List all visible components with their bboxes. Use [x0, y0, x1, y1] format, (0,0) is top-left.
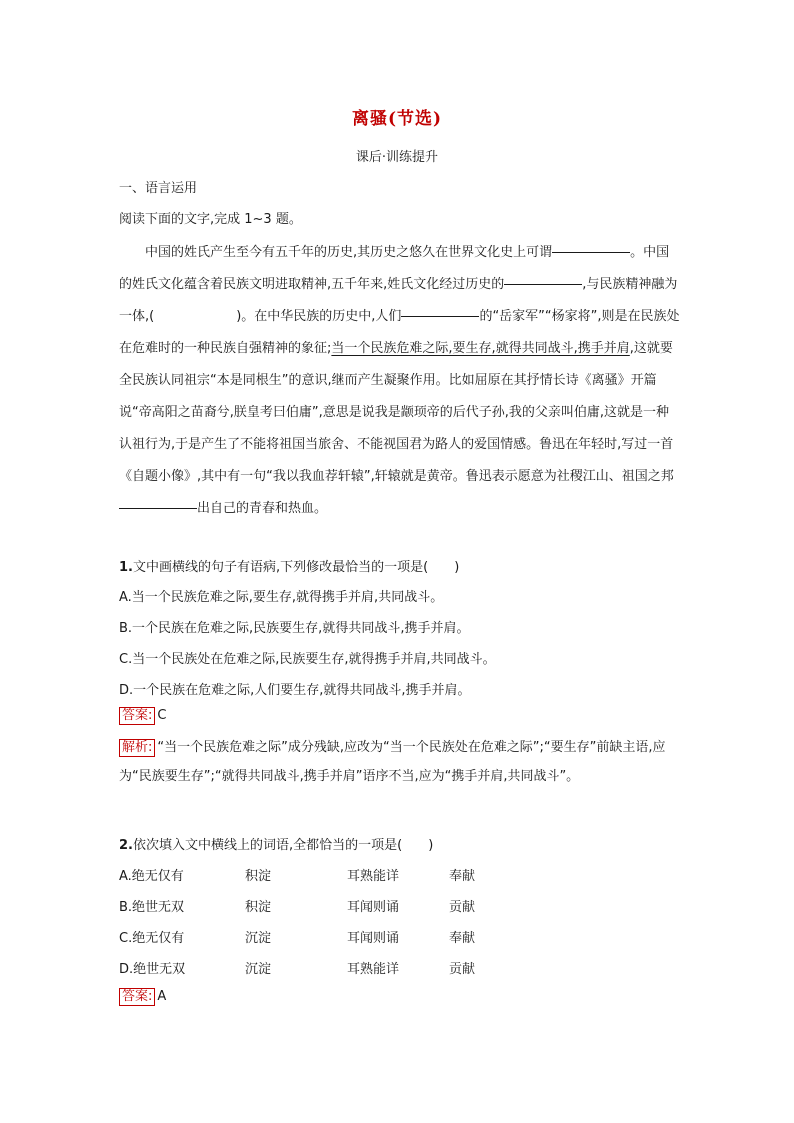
answer-line-1: [119, 707, 166, 725]
fill-blank-2: [504, 283, 582, 285]
option-cell: 奉献: [449, 931, 476, 946]
page-subtitle: 课后·训练提升: [355, 150, 439, 165]
option-d: D.一个民族在危难之际,人们要生存,就得共同战斗,携手并肩。: [119, 683, 471, 698]
passage-text: ,这就要全民族认同祖宗“本是同根生”的意识,继而产生凝聚作用。比如屈原在其抒情长诗《离骚》开篇说“帝高阳之苗裔兮,朕皇考曰伯庸”,意思是说我是颛顼帝的后代子孙,我的父亲叫伯庸,这就是一种认祖行为,于是产生了不能将祖国当旅舍、不能视国君为路人的爱国情感。鲁迅在年轻时,写过一首《自题小像》,其中有一句“我以我血荐轩辕”,轩辕就是黄帝。鲁迅表示愿意为社稷江山、祖国之邦: [119, 341, 674, 484]
option-cell: 沉淀: [245, 931, 272, 946]
fill-blank-4: [119, 507, 197, 509]
passage-text: 中国的姓氏文化蕴含着民族文明进取精神,五千年来,姓氏文化经过历史的: [119, 245, 670, 292]
reading-passage: [119, 237, 681, 525]
option-b: B.一个民族在危难之际,民族要生存,就得共同战斗,携手并肩。: [119, 621, 470, 636]
fill-blank-3: [401, 315, 479, 317]
question-text: 文中画横线的句子有语病,下列修改最恰当的一项是( ): [132, 560, 460, 575]
fill-blank-1: [552, 251, 630, 253]
option-cell: B.绝世无双: [119, 900, 185, 915]
passage-text: ,与民族精神融为一体,(: [119, 277, 678, 324]
reading-instruction: 阅读下面的文字,完成 1~3 题。: [119, 212, 302, 227]
option-cell: 沉淀: [245, 962, 272, 977]
passage-text: )。在中华民族的历史中,人们: [236, 309, 402, 324]
section-heading: 一、语言运用: [119, 181, 198, 196]
question-number: 1.: [119, 560, 133, 575]
option-cell: 积淀: [245, 869, 272, 884]
option-cell: D.绝世无双: [119, 962, 186, 977]
answer-label: 答案:: [119, 707, 155, 725]
option-cell: 贡献: [449, 962, 476, 977]
option-cell: 耳熟能详: [347, 962, 400, 977]
underlined-sentence: 当一个民族危难之际,要生存,就得共同战斗,携手并肩: [331, 341, 630, 356]
page-title: 离骚(节选): [351, 109, 443, 129]
passage-text: 出自己的青春和热血。: [197, 501, 328, 516]
option-cell: 奉献: [449, 869, 476, 884]
analysis-block: [119, 733, 681, 791]
analysis-text: “当一个民族危难之际”成分残缺,应改为“当一个民族处在危难之际”;“要生存”前缺主语,应为“民族要生存”;“就得共同战斗,携手并肩”语序不当,应为“携手并肩,共同战斗”。: [119, 740, 666, 784]
option-c: C.当一个民族处在危难之际,民族要生存,就得携手并肩,共同战斗。: [119, 652, 496, 667]
option-cell: 贡献: [449, 900, 476, 915]
passage-text: 的“岳家军”“杨家将”,则是在民族处在危难时的一种民族自强精神的象征;: [119, 309, 680, 356]
analysis-label: 解析:: [119, 739, 155, 757]
question-1-stem: [119, 556, 459, 575]
option-cell: C.绝无仅有: [119, 931, 185, 946]
answer-value: C: [157, 708, 167, 723]
question-2-stem: [119, 834, 433, 853]
option-cell: 耳熟能详: [347, 869, 400, 884]
option-cell: 耳闻则诵: [347, 931, 400, 946]
answer-value: A: [157, 989, 167, 1004]
question-number: 2.: [119, 838, 133, 853]
answer-line-2: [119, 988, 166, 1006]
option-a: A.当一个民族危难之际,要生存,就得携手并肩,共同战斗。: [119, 590, 444, 605]
option-cell: 耳闻则诵: [347, 900, 400, 915]
question-text: 依次填入文中横线上的词语,全都恰当的一项是( ): [132, 838, 434, 853]
option-cell: 积淀: [245, 900, 272, 915]
passage-paragraph: [119, 237, 681, 525]
option-cell: A.绝无仅有: [119, 869, 184, 884]
answer-label: 答案:: [119, 988, 155, 1006]
passage-text: 。: [630, 245, 644, 260]
passage-text: 中国的姓氏产生至今有五千年的历史,其历史之悠久在世界文化史上可谓: [145, 245, 553, 260]
